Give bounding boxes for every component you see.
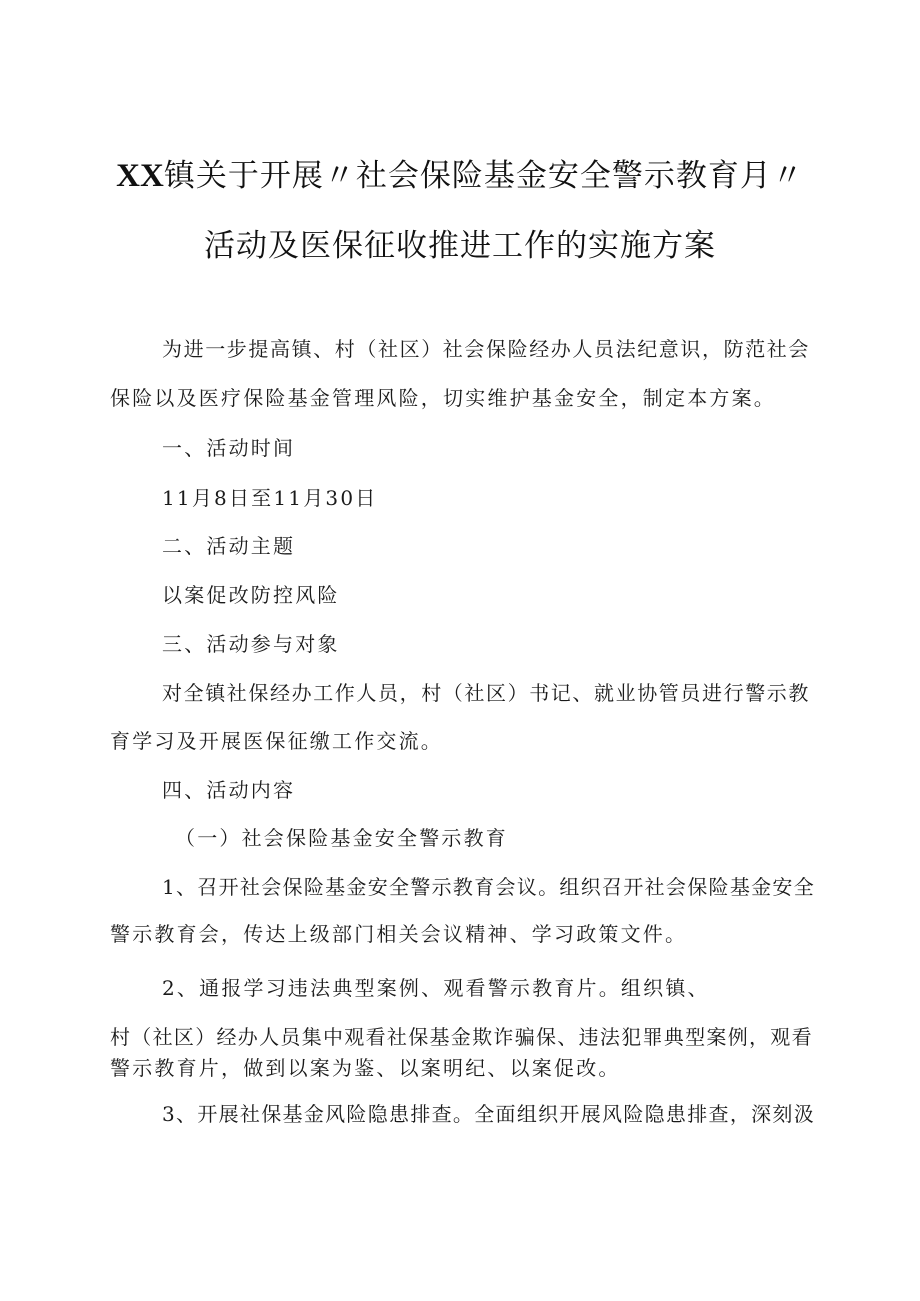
title-prefix: XX bbox=[116, 158, 164, 194]
item-1-line-2: 警示教育会，传达上级部门相关会议精神、学习政策文件。 bbox=[110, 922, 688, 946]
item-3-line-1: 3、开展社保基金风险隐患排查。全面组织开展风险隐患排查，深刻汲 bbox=[162, 1102, 816, 1126]
intro-paragraph-line-2: 保险以及医疗保险基金管理风险，切实维护基金安全，制定本方案。 bbox=[110, 386, 776, 410]
intro-paragraph-line-1: 为进一步提高镇、村（社区）社会保险经办人员法纪意识，防范社会 bbox=[162, 337, 810, 361]
participants-paragraph-line-1: 对全镇社保经办工作人员，村（社区）书记、就业协管员进行警示教 bbox=[162, 681, 810, 705]
section-heading-participants: 三、活动参与对象 bbox=[162, 632, 340, 656]
activity-time-value: 11月8日至11月30日 bbox=[162, 486, 378, 510]
participants-paragraph-line-2: 育学习及开展医保征缴工作交流。 bbox=[110, 729, 443, 753]
title-line-1-text: 镇关于开展〃社会保险基金安全警示教育月〃 bbox=[163, 158, 804, 194]
item-2-line-2: 村（社区）经办人员集中观看社保基金欺诈骗保、违法犯罪典型案例，观看 bbox=[110, 1025, 813, 1049]
document-title-line-2: 活动及医保征收推进工作的实施方案 bbox=[204, 228, 716, 264]
subsection-heading-1: （一）社会保险基金安全警示教育 bbox=[175, 826, 508, 850]
activity-theme-value: 以案促改防控风险 bbox=[162, 583, 340, 607]
document-title-line-1 bbox=[60, 150, 860, 195]
section-heading-activity-content: 四、活动内容 bbox=[162, 778, 296, 802]
section-heading-activity-theme: 二、活动主题 bbox=[162, 534, 296, 558]
item-1-line-1: 1、召开社会保险基金安全警示教育会议。组织召开社会保险基金安全 bbox=[162, 875, 816, 899]
item-2-line-1: 2、通报学习违法典型案例、观看警示教育片。组织镇、 bbox=[162, 976, 710, 1000]
section-heading-activity-time: 一、活动时间 bbox=[162, 436, 296, 460]
item-2-line-3: 警示教育片，做到以案为鉴、以案明纪、以案促改。 bbox=[110, 1056, 621, 1080]
